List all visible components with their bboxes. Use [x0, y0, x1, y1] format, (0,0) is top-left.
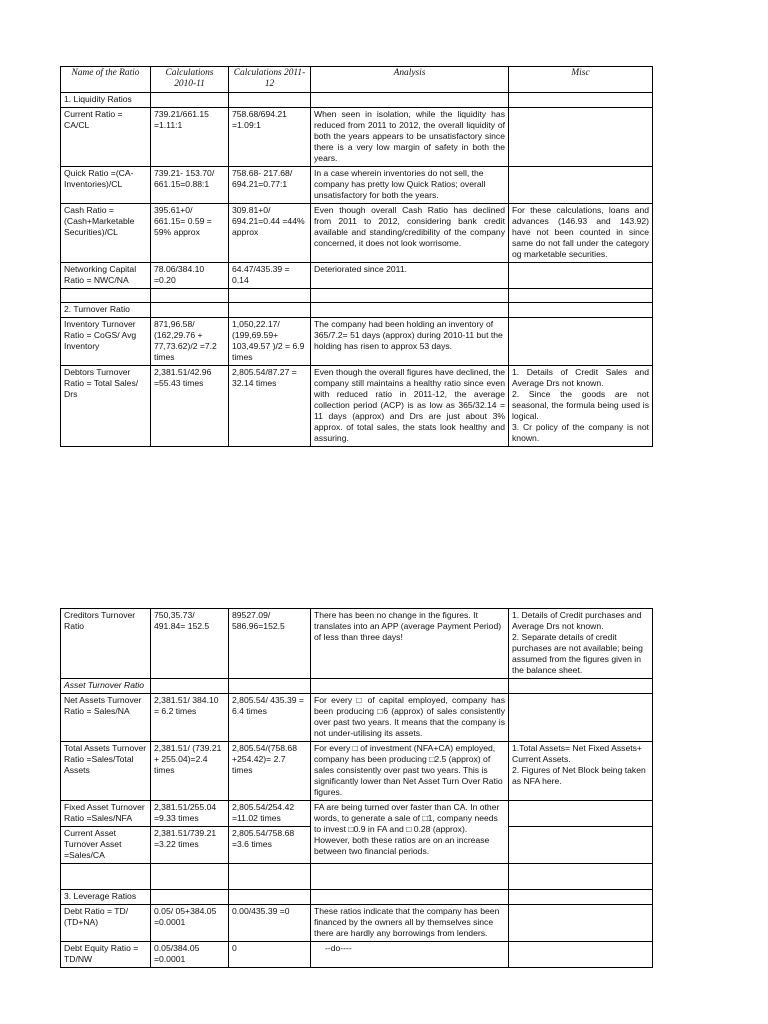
section-row-liquidity — [61, 93, 653, 108]
calc-2011-12: 0 — [229, 942, 311, 968]
header-name-of-ratio: Name of the Ratio — [61, 67, 151, 93]
header-calc-2011-12: Calculations 2011-12 — [229, 67, 311, 93]
ratio-table-bottom — [60, 608, 653, 968]
section-title-asset-turnover: Asset Turnover Ratio — [61, 679, 151, 694]
calc-2010-11: 2,381.51/255.04 =9.33 times — [151, 801, 229, 827]
ratio-table-top — [60, 66, 653, 447]
calc-2011-12: 64.47/435.39 = 0.14 — [229, 263, 311, 289]
misc-item: 1. Details of Credit Sales and Average Drs not known. — [512, 367, 649, 388]
ratio-name: Debt Ratio = TD/ (TD+NA) — [61, 905, 151, 942]
calc-2010-11: 2,381.51/ (739.21 + 255.04)=2.4 times — [151, 742, 229, 801]
ratio-name: Creditors Turnover Ratio — [61, 609, 151, 679]
misc-text — [509, 318, 653, 366]
section-row-turnover — [61, 303, 653, 318]
ratio-name: Net Assets Turnover Ratio = Sales/NA — [61, 694, 151, 742]
calc-2010-11: 2,381.51/42.96 =55.43 times — [151, 366, 229, 447]
ratio-name: Inventory Turnover Ratio = CoGS/ Avg Inventory — [61, 318, 151, 366]
ratio-name: Total Assets Turnover Ratio =Sales/Total Assets — [61, 742, 151, 801]
table-header-row — [61, 67, 653, 93]
calc-2011-12: 758.68/694.21 =1.09:1 — [229, 108, 311, 167]
calc-2011-12: 2,805.54/87.27 = 32.14 times — [229, 366, 311, 447]
calc-2011-12: 2,805.54/758.68 =3.6 times — [229, 827, 311, 864]
table-row-fixed-asset-turnover — [61, 801, 653, 827]
table-row-current-ratio — [61, 108, 653, 167]
table-row-debt-ratio — [61, 905, 653, 942]
calc-2010-11: 2,381.51/ 384.10 = 6.2 times — [151, 694, 229, 742]
analysis-text: Even though overall Cash Ratio has declined from 2011 to 2012, considering bank credit available and standing/credibility of the company concerned, it does not look worrisome. — [311, 204, 509, 263]
analysis-text: FA are being turned over faster than CA. In other words, to generate a sale of □1, company needs to invest □0.9 in FA and □ 0.28 (approx). However, both these ratios are on an increase between two financial periods. — [311, 801, 509, 864]
table-row-creditors-turnover — [61, 609, 653, 679]
analysis-text: When seen in isolation, while the liquidity has reduced from 2011 to 2012, the overall liquidity of both the years appears to be unsatisfactory since there is a very low margin of safety in both the years. — [311, 108, 509, 167]
misc-item: 1. Details of Credit purchases and Average Drs not known. — [512, 610, 642, 631]
calc-2011-12: 2,805.54/254.42 =11.02 times — [229, 801, 311, 827]
calc-2011-12: 0.00/435.39 =0 — [229, 905, 311, 942]
analysis-text: There has been no change in the figures. It translates into an APP (average Payment Period) of less than three days! — [311, 609, 509, 679]
misc-text — [509, 108, 653, 167]
misc-item: 2. Figures of Net Block being taken as NFA here. — [512, 765, 646, 786]
calc-2011-12: 2,805.54/ 435.39 = 6.4 times — [229, 694, 311, 742]
calc-2010-11: 0.05/ 05+384.05 =0.0001 — [151, 905, 229, 942]
blank-row — [61, 864, 653, 890]
calc-2010-11: 395.61+0/ 661.15= 0.59 = 59% approx — [151, 204, 229, 263]
analysis-text: These ratios indicate that the company has been financed by the owners all by themselves since there are hardly any borrowings from lenders. — [311, 905, 509, 942]
section-title-turnover: 2. Turnover Ratio — [61, 303, 151, 318]
calc-2011-12: 758.68- 217.68/ 694.21=0.77:1 — [229, 167, 311, 204]
analysis-text: For every □ of investment (NFA+CA) employed, company has been producing □2.5 (approx) of sales consistently over past two years. This is significantly lower than Net Asset Turn Over Ratio figures. — [311, 742, 509, 801]
calc-2010-11: 739.21/661.15 =1.11:1 — [151, 108, 229, 167]
ratio-name: Current Ratio = CA/CL — [61, 108, 151, 167]
ratio-name: Debt Equity Ratio = TD/NW — [61, 942, 151, 968]
ratio-name: Quick Ratio =(CA-Inventories)/CL — [61, 167, 151, 204]
calc-2010-11: 750,35.73/ 491.84= 152.5 — [151, 609, 229, 679]
calc-2010-11: 78.06/384.10 =0.20 — [151, 263, 229, 289]
ratio-name: Cash Ratio =(Cash+Marketable Securities)/CL — [61, 204, 151, 263]
header-analysis: Analysis — [311, 67, 509, 93]
calc-2010-11: 739.21- 153.70/ 661.15=0.88:1 — [151, 167, 229, 204]
misc-list — [509, 366, 653, 447]
calc-2011-12: 1,050,22.17/ (199,69.59+ 103,49.57 )/2 = 6.9 times — [229, 318, 311, 366]
analysis-text: The company had been holding an inventory of 365/7.2= 51 days (approx) during 2010-11 but the holding has risen to approx 53 days. — [311, 318, 509, 366]
section-title-leverage: 3. Leverage Ratios — [61, 890, 151, 905]
misc-list — [509, 742, 653, 801]
misc-item: 2. Separate details of credit purchases are not available; being assumed from the figures given in the balance sheet. — [512, 632, 643, 675]
misc-item: 2. Since the goods are not seasonal, the formula being used is logical. — [512, 389, 649, 421]
analysis-text: --do---- — [311, 942, 509, 968]
misc-text — [509, 694, 653, 742]
calc-2011-12: 309.81+0/ 694.21=0.44 =44% approx — [229, 204, 311, 263]
misc-item: 1.Total Assets= Net Fixed Assets+ Current Assets. — [512, 743, 642, 764]
header-calc-2010-11: Calculations 2010-11 — [151, 67, 229, 93]
blank-row — [61, 289, 653, 303]
table-row-debtors-turnover — [61, 366, 653, 447]
analysis-text: For every □ of capital employed, company has been producing □6 (approx) of sales consistently over past two years. It means that the company is not under-utilising its assets. — [311, 694, 509, 742]
ratio-name: Networking Capital Ratio = NWC/NA — [61, 263, 151, 289]
table-row-quick-ratio — [61, 167, 653, 204]
misc-text — [509, 942, 653, 968]
calc-2010-11: 871,96.58/ (162,29.76 + 77,73.62)/2 =7.2 times — [151, 318, 229, 366]
ratio-name: Current Asset Turnover Asset =Sales/CA — [61, 827, 151, 864]
misc-text: For these calculations, loans and advances (146.93 and 143.92) have not been counted in since same do not fall under the category og marketable securities. — [509, 204, 653, 263]
misc-text — [509, 263, 653, 289]
misc-text — [509, 801, 653, 827]
table-row-networking-capital — [61, 263, 653, 289]
misc-text — [509, 905, 653, 942]
section-row-leverage — [61, 890, 653, 905]
analysis-text: Deteriorated since 2011. — [311, 263, 509, 289]
misc-list — [509, 609, 653, 679]
ratio-name: Debtors Turnover Ratio = Total Sales/ Drs — [61, 366, 151, 447]
table-row-inventory-turnover — [61, 318, 653, 366]
table-row-total-assets-turnover — [61, 742, 653, 801]
misc-text — [509, 827, 653, 864]
misc-text — [509, 167, 653, 204]
table-row-cash-ratio — [61, 204, 653, 263]
analysis-text: In a case wherein inventories do not sell, the company has pretty low Quick Ratios; overall unsatisfactory for both the years. — [311, 167, 509, 204]
analysis-text: Even though the overall figures have declined, the company still maintains a healthy ratio since even with reduced ratio in 2011-12, the average collection period (ACP) is as low as 365/32.14 = 11 days (approx) and Drs are just about 3% approx. of total sales, the stats look healthy and assuring. — [311, 366, 509, 447]
calc-2011-12: 2,805.54/(758.68 +254.42)= 2.7 times — [229, 742, 311, 801]
section-title-liquidity: 1. Liquidity Ratios — [61, 93, 151, 108]
section-row-asset-turnover — [61, 679, 653, 694]
table-row-debt-equity-ratio — [61, 942, 653, 968]
calc-2011-12: 89527.09/ 586.96=152.5 — [229, 609, 311, 679]
ratio-name: Fixed Asset Turnover Ratio =Sales/NFA — [61, 801, 151, 827]
misc-item: 3. Cr policy of the company is not known. — [512, 422, 649, 443]
table-row-net-assets-turnover — [61, 694, 653, 742]
header-misc: Misc — [509, 67, 653, 93]
calc-2010-11: 0.05/384.05 =0.0001 — [151, 942, 229, 968]
calc-2010-11: 2,381.51/739.21 =3.22 times — [151, 827, 229, 864]
